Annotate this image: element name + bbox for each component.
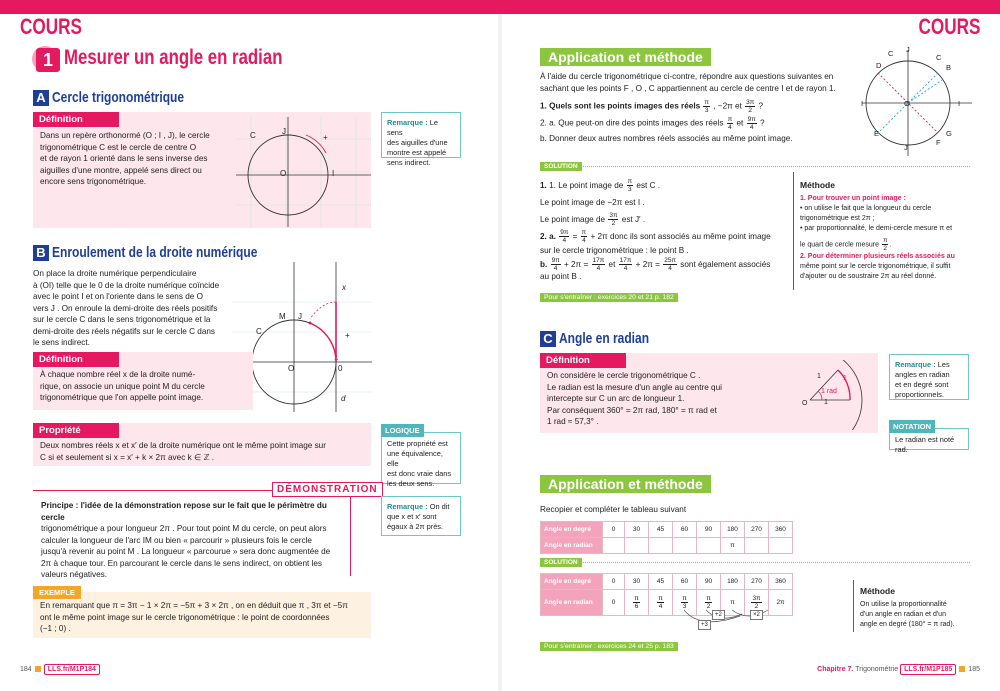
label-o-app: O bbox=[904, 99, 910, 108]
label-plus-b: + bbox=[345, 331, 350, 340]
label-zero: 0 bbox=[338, 364, 343, 373]
label-i-left-app: I bbox=[861, 99, 864, 108]
solution-text-1: 1. 1. Le point image de $\frac{\pi}{3}$ est C . Le point image de −2π est I . Le point image de $\frac{3\pi}{2}$ est J′ . 2. a. $\frac{9\pi}{4}$ = $\frac{\pi}{4}$ + 2π donc ils sont associés au même point image sur le cercle trigonométrique : le point B . b. $\frac{9\pi}{4}$ + 2π = $\frac{17\pi}{4}$ et $\frac{17\pi}{4}$ + 2π = $\frac{25\pi}{4}$ sont également associés au point B . bbox=[540, 178, 771, 281]
angle-table-question: Angle en degré 0 30 45 60 90 180 270 360 Angle en radian π bbox=[540, 521, 793, 554]
label-o-b: O bbox=[288, 364, 295, 373]
notation-tag: NOTATION bbox=[889, 420, 935, 433]
label-i: I bbox=[332, 169, 335, 178]
application-intro-1: À l'aide du cercle trigonométrique ci-contre, répondre aux questions suivantes en sachant que les points F , O , C appartiennent au cercle de centre I et de rayon 1. bbox=[540, 72, 836, 93]
method-content-1: Méthode 1. Pour trouver un point image : • on utilise le fait que la longueur du cercle trigonométrique est 2π ; • par proportionnalité, le demi-cercle mesure π et le quart de cercle mesure $\frac{\pi}{2}$ . 2. Pour déterminer plusieurs réels associés au même point sur le cercle trigonométrique, il suffit d'ajouter ou de soustraire 2π au réel donné. bbox=[800, 180, 955, 280]
definition-text-b: À chaque nombre réel x de la droite numé- rique, on associe un unique point M du cercle trigonométrique que l'on appelle point image. bbox=[40, 370, 205, 402]
definition-tag-c: Définition bbox=[540, 353, 626, 368]
section-letter-a: A bbox=[33, 90, 49, 106]
cours-heading-left: COURS bbox=[20, 14, 82, 39]
notation-note: Le radian est noté rad. bbox=[889, 428, 969, 450]
label-o-c: O bbox=[802, 400, 808, 407]
label-c-app: C bbox=[888, 49, 894, 58]
label-d: d bbox=[341, 394, 346, 403]
demonstration-tag: DÉMONSTRATION bbox=[272, 482, 383, 497]
training-link-1[interactable]: Pour s'entraîner : exercices 20 et 21 p. 182 bbox=[540, 293, 678, 302]
arrows-figure bbox=[670, 608, 780, 632]
demonstration-text: Principe : l'idée de la démonstration repose sur le fait que le périmètre du cercle trigonométrique a pour longueur 2π . Pour tout point M du cercle, on peut alors calculer la longueur de l'arc IM ou bien « parcourir » plusieurs fois le cercle jusqu'à revenir au point M . La longueur « parcourue » sera donc augmentée de 2π à chaque tour. En parcourant le cercle dans le sens indirect, on obtient les valeurs négatives. bbox=[41, 501, 331, 579]
definition-tag: Définition bbox=[33, 112, 119, 127]
application-tag-1: Application et méthode bbox=[540, 48, 711, 66]
wrapping-figure bbox=[232, 262, 372, 412]
label-j-app: J bbox=[906, 45, 910, 54]
training-link-2[interactable]: Pour s'entraîner : exercices 24 et 25 p. 183 bbox=[540, 642, 678, 651]
footer-left: 184 LLS.fr/M1P184 bbox=[20, 666, 100, 673]
label-j-b: J bbox=[298, 312, 302, 321]
logique-tag: LOGIQUE bbox=[381, 424, 424, 437]
label-c-b: C bbox=[256, 327, 262, 336]
question-2a: 2. a. Que peut-on dire des points images des réels $\frac{\pi}{4}$ et $\frac{9\pi}{4}$ ? bbox=[540, 116, 765, 131]
example-tag: EXEMPLE bbox=[33, 586, 81, 599]
section-letter-c: C bbox=[540, 331, 556, 347]
enroulement-text: On place la droite numérique perpendiculaire à (OI) telle que le 0 de la droite numérique coïncide avec le point I et on l'oriente dans le sens de O vers J . On enroule la demi-droite des réels positifs sur le cercle C dans le sens trigonométrique et la demi-droite des réels négatifs sur le cercle C dans le sens indirect. bbox=[33, 269, 220, 347]
footer-link-left[interactable]: LLS.fr/M1P184 bbox=[44, 664, 100, 675]
label-one-rad: 1 rad bbox=[821, 388, 837, 395]
section-letter-b: B bbox=[33, 245, 49, 261]
unit-circle-figure-a bbox=[236, 117, 371, 227]
label-one: 1 bbox=[334, 353, 339, 362]
solution-tag-1: SOLUTION bbox=[540, 162, 582, 171]
label-o: O bbox=[280, 169, 287, 178]
section-title: Mesurer un angle en radian bbox=[64, 46, 283, 69]
section-number: 1 bbox=[36, 48, 60, 72]
section-title-b: Enroulement de la droite numérique bbox=[52, 244, 258, 261]
solution-divider-2 bbox=[580, 562, 970, 563]
question-1: 1. Quels sont les points images des réels $\frac{\pi}{3}$ , −2π et $\frac{3\pi}{2}$ ? bbox=[540, 99, 764, 114]
label-radius-2: 1 bbox=[824, 399, 828, 406]
label-c2-app: C bbox=[936, 53, 942, 62]
top-bar bbox=[0, 0, 1000, 14]
cours-heading-right: COURS bbox=[918, 14, 980, 39]
arrow-label-times2: ×2 bbox=[750, 610, 763, 620]
angle-table-solution: Angle en degré 0 30 45 60 90 180 270 360 Angle en radian 0 $\frac{\pi}{6}$ $\frac{\pi}{4}$ $\frac{\pi}{3}$ $\frac{\pi}{2}$ π $\frac{3\pi}{2}$ 2π bbox=[540, 573, 793, 616]
label-m: M bbox=[279, 312, 286, 321]
property-text: Deux nombres réels x et x′ de la droite numérique ont le même point image sur C si et seulement si x = x′ + k × 2π avec k ∈ ℤ . bbox=[40, 441, 326, 462]
label-g-app: G bbox=[946, 129, 952, 138]
footer-link-right[interactable]: LLS.fr/M1P185 bbox=[900, 664, 956, 675]
label-f-app: F bbox=[936, 138, 941, 147]
label-i-right-app: I bbox=[958, 99, 961, 108]
remarque-note-c: Remarque : Les angles en radian et en degré sont proportionnels. bbox=[889, 354, 969, 400]
footer-right: Chapitre 7. Trigonométrie LLS.fr/M1P185 185 bbox=[817, 666, 980, 673]
label-c: C bbox=[250, 131, 256, 140]
label-x: x bbox=[342, 283, 346, 292]
definition-text-c: On considère le cercle trigonométrique C . Le radian est la mesure d'un angle au centre qui intercepte sur C un arc de longueur 1. Par conséquent 360° = 2π rad, 180° = π rad et 1 rad ≈ 57,3° . bbox=[547, 371, 722, 426]
label-d-app: D bbox=[876, 61, 882, 70]
method-content-2: Méthode On utilise la proportionnalité d'un angle en radian et d'un angle en degré (180° = π rad). bbox=[860, 586, 955, 628]
label-plus: + bbox=[323, 133, 328, 142]
application-intro-2: Recopier et compléter le tableau suivant bbox=[540, 505, 687, 514]
label-arc-1: 1 bbox=[843, 375, 847, 382]
solution-tag-2: SOLUTION bbox=[540, 558, 582, 567]
label-radius-1: 1 bbox=[817, 373, 821, 380]
section-title-a: Cercle trigonométrique bbox=[52, 89, 185, 106]
arrow-label-plus3: +3 bbox=[698, 620, 711, 630]
question-2b: b. Donner deux autres nombres réels associés au même point image. bbox=[540, 134, 793, 143]
label-b-app: B bbox=[946, 63, 952, 72]
solution-divider-1 bbox=[580, 166, 970, 167]
example-text: En remarquant que π = 3π − 1 × 2π = −5π + 3 × 2π , on en déduit que π , 3π et −5π ont le même point image sur le cercle trigonométrique : le point de coordonnées (−1 ; 0) . bbox=[40, 601, 348, 633]
remarque-note-demo: Remarque : On dit que x et x′ sont égaux à 2π près. bbox=[381, 496, 461, 536]
remarque-note-a: Remarque : Le sens des aiguilles d'une montre est appelé sens indirect. bbox=[381, 112, 461, 158]
label-j-bottom-app: J bbox=[904, 143, 908, 152]
property-tag: Propriété bbox=[33, 423, 119, 438]
application-tag-2: Application et méthode bbox=[540, 475, 711, 493]
definition-text-a: Dans un repère orthonormé (O ; I , J), le cercle trigonométrique C est le cercle de centre O et de rayon 1 orienté dans le sens inverse des aiguilles d'une montre, appelé sens direct ou encore sens trigonométrique. bbox=[40, 131, 210, 186]
definition-tag-b: Définition bbox=[33, 352, 119, 367]
spine bbox=[498, 14, 502, 691]
section-title-c: Angle en radian bbox=[559, 330, 650, 347]
radian-figure bbox=[800, 360, 874, 430]
logique-note: Cette propriété est une équivalence, elle est donc vraie dans les deux sens. bbox=[381, 432, 461, 484]
label-j: J bbox=[282, 127, 286, 136]
label-e-app: E bbox=[874, 129, 880, 138]
arrow-label-plus2: +2 bbox=[712, 610, 725, 620]
